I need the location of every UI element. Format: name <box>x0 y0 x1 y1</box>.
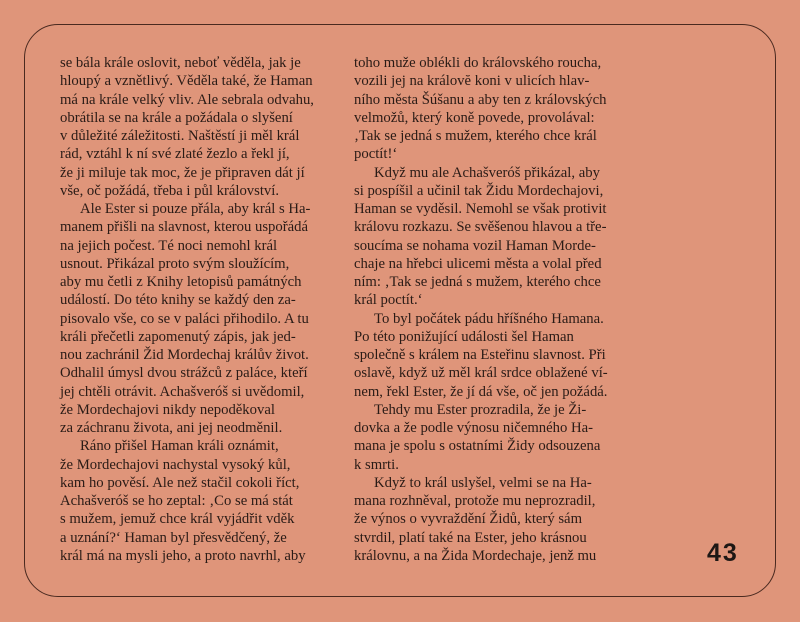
text-line: soucíma se nohama vozil Haman Morde- <box>354 237 596 254</box>
text-line: velmožů, který koně povede, provolával: <box>354 109 595 126</box>
text-line: rád, vztáhl k ní své zlaté žezlo a řekl jí, <box>60 146 290 163</box>
text-line: na jejich počest. Té noci nemohl král <box>60 237 278 254</box>
text-line: vše, oč požádá, třeba i půl království. <box>60 182 280 199</box>
paragraph <box>60 54 352 200</box>
text-line: si pospíšil a učinil tak Židu Mordechajovi, <box>354 182 604 199</box>
text-line: To byl počátek pádu hříšného Hamana. <box>374 310 604 327</box>
text-line: událostí. Do této knihy se každý den za- <box>60 292 296 309</box>
text-line: usnout. Přikázal proto svým sloužícím, <box>60 255 290 272</box>
page-number: 43 <box>707 539 739 567</box>
text-line: Když mu ale Achašveróš přikázal, aby <box>374 164 600 181</box>
text-line: oslavě, když už měl král srdce oblažené ví- <box>354 365 608 382</box>
text-line: manem přišli na slavnost, kterou uspořádá <box>60 219 309 236</box>
text-line: královu rozkazu. Se svěšenou hlavou a tře- <box>354 219 607 236</box>
text-line: pisovalo vše, co se v paláci přihodilo. A tu <box>60 310 309 327</box>
text-line: Po této ponižující události šel Haman <box>354 328 574 345</box>
text-line: za záchranu života, ani jej neodměnil. <box>60 420 283 436</box>
paragraph <box>60 437 352 565</box>
paragraph <box>354 54 646 164</box>
text-line: král poctít.‘ <box>354 292 423 309</box>
text-line: Ráno přišel Haman králi oznámit, <box>80 438 279 455</box>
text-line: Když to král uslyšel, velmi se na Ha- <box>374 474 592 491</box>
text-line: kam ho pověsí. Ale než stačil cokoli říct, <box>60 474 300 491</box>
text-line: Haman se vyděsil. Nemohl se však protivit <box>354 201 607 217</box>
text-line: dovka a že podle výnosu ničemného Ha- <box>354 420 594 436</box>
text-line: královnu, a na Žida Mordechaje, jenž mu <box>354 547 597 564</box>
paragraph <box>60 200 352 437</box>
text-line: poctít!‘ <box>354 146 398 163</box>
text-line: s mužem, jemuž chce král vyjádřit vděk <box>60 511 295 528</box>
text-line: že výnos o vyvraždění Židů, který sám <box>354 511 583 528</box>
text-line: vozili jej na královĕ koni v ulicích hlav- <box>354 73 590 90</box>
text-line: Odhalil úmysl dvou strážců z paláce, kteří <box>60 365 308 382</box>
text-line: že Mordechajovi nachystal vysoký kůl, <box>60 456 291 473</box>
text-line: králi přečetli zapomenutý zápis, jak jed- <box>60 328 296 345</box>
text-line: toho muže oblékli do královského roucha, <box>354 55 602 71</box>
paragraph <box>354 164 646 310</box>
text-line: Ale Ester si pouze přála, aby král s Ha- <box>80 201 311 217</box>
text-column-left <box>60 54 352 565</box>
text-line: jej chtěli otrávit. Achašveróš si uvědomil, <box>60 383 305 400</box>
text-line: Tehdy mu Ester prozradila, že je Ži- <box>374 401 587 418</box>
paragraph <box>354 474 646 565</box>
text-line: v důležité záležitosti. Naštěstí ji měl král <box>60 128 300 144</box>
text-line: chaje na hřebci ulicemi města a volal před <box>354 255 602 272</box>
text-column-right <box>354 54 646 565</box>
text-line: nou zachránil Žid Mordechaj králův život. <box>60 347 309 363</box>
text-line: že Mordechajovi nikdy nepoděkoval <box>60 401 275 418</box>
text-line: ním: ‚Tak se jedná s mužem, kterého chce <box>354 274 601 290</box>
text-line: král má na mysli jeho, a proto navrhl, aby <box>60 547 306 564</box>
text-line: nem, řekl Ester, že jí dá vše, oč jen požádá. <box>354 383 608 400</box>
text-line: ‚Tak se jedná s mužem, kterého chce král <box>354 128 597 144</box>
text-line: společně s králem na Esteřinu slavnost. Při <box>354 347 606 363</box>
text-line: obrátila se na krále a požádala o slyšení <box>60 109 293 126</box>
text-line: že ji miluje tak moc, že je připraven dát jí <box>60 164 305 181</box>
text-line: stvrdil, platí také na Ester, jeho krásnou <box>354 529 587 546</box>
text-line: hloupý a vznětlivý. Věděla také, že Haman <box>60 73 313 90</box>
text-line: se bála krále oslovit, neboť věděla, jak je <box>60 55 301 71</box>
text-line: má na krále velký vliv. Ale sebrala odvahu, <box>60 91 314 108</box>
text-line: mana rozhněval, protože mu neprozradil, <box>354 493 596 509</box>
text-line: a uznání?‘ Haman byl přesvědčený, že <box>60 529 287 546</box>
text-line: ního města Šúšanu a aby ten z královských <box>354 91 607 108</box>
text-line: k smrti. <box>354 456 399 473</box>
paragraph <box>354 310 646 401</box>
text-line: mana je spolu s ostatními Židy odsouzena <box>354 438 601 455</box>
text-line: aby mu četli z Knihy letopisů památných <box>60 274 302 290</box>
paragraph <box>354 401 646 474</box>
text-line: Achašveróš se ho zeptal: ‚Co se má stát <box>60 493 293 509</box>
